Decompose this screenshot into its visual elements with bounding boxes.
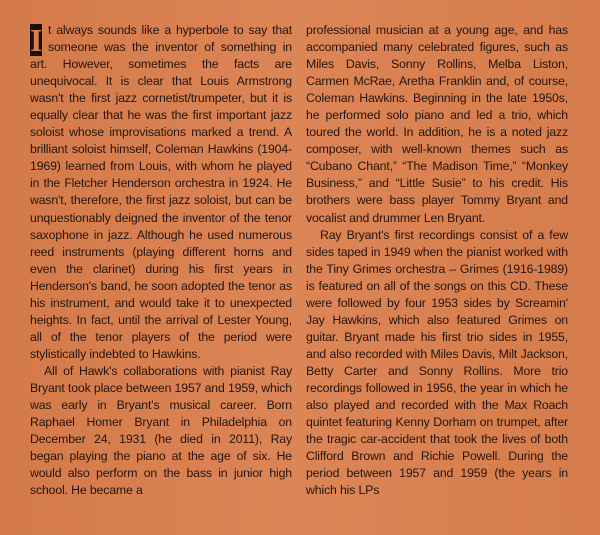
paragraph-bryant-recordings: Ray Bryant's first recordings consist of a few sides taped in 1949 when the pianist worked with the Tiny Grimes orchestra – Grimes (1916-1989) is featured on all of the songs on this CD. These were followed by four 1953 sides by Screamin' Jay Hawkins, which also featured Grimes on guitar. Bryant made his first trio sides in 1955, and also recorded with Miles Davis, Milt Jackson, Betty Carter and Sonny Rollins. More trio recordings followed in 1956, the year in which he also played and recorded with the Max Roach quintet featuring Kenny Dorham on trumpet, after the tragic car-accident that took the lives of both Clifford Brown and Richie Powell. During the period between 1957 and 1959 (the years in which his LPs — [306, 227, 568, 498]
paragraph-bryant-bio: All of Hawk's collaborations with pianist Ray Bryant took place between 1957 and 1959, which was early in Bryant's musical career. Born Raphael Homer Bryant in Philadelphia on December 24, 1931 (he died in 2011), Ray began playing the piano at the age of six. He would also perform on the bass in junior high school. He became a — [30, 363, 292, 498]
paragraph-bryant-career: professional musician at a young age, and has accompanied many celebrated figures, such as Miles Davis, Sonny Rollins, Melba Liston, Carmen McRae, Aretha Franklin and, of course, Coleman Hawkins. Beginning in the late 1950s, he performed solo piano and led a trio, which toured the world. In addition, he is a noted jazz composer, with well-known themes such as “Cubano Chant,” “The Madison Time,” “Monkey Business,” and “Little Susie” to his credit. His brothers were bass player Tommy Bryant and vocalist and drummer Len Bryant. — [306, 23, 568, 225]
dropcap-letter: I — [30, 24, 42, 56]
left-text-column — [30, 22, 292, 499]
paragraph-hawkins-intro — [30, 22, 292, 363]
paragraph-hawkins-intro-text: t always sounds like a hyperbole to say that someone was the inventor of something in art. However, sometimes the facts are unequivocal. It is clear that Louis Armstrong wasn't the first jazz cornetist/trumpeter, but it is equally clear that he was the first important jazz soloist whose improvisations marked a trend. A brilliant soloist himself, Coleman Hawkins (1904-1969) learned from Louis, with whom he played in the Fletcher Henderson orchestra in 1924. He wasn't, therefore, the first jazz soloist, but can be unquestionably deigned the inventor of the tenor saxophone in jazz. Although he used numerous reed instruments (playing different horns and even the clarinet) during his first years in Henderson's band, he soon adopted the tenor as his instrument, and would take it to unexpected heights. In fact, until the arrival of Lester Young, all of the tenor players of the period were stylistically indebted to Hawkins. — [30, 23, 292, 361]
right-text-column — [306, 22, 568, 499]
